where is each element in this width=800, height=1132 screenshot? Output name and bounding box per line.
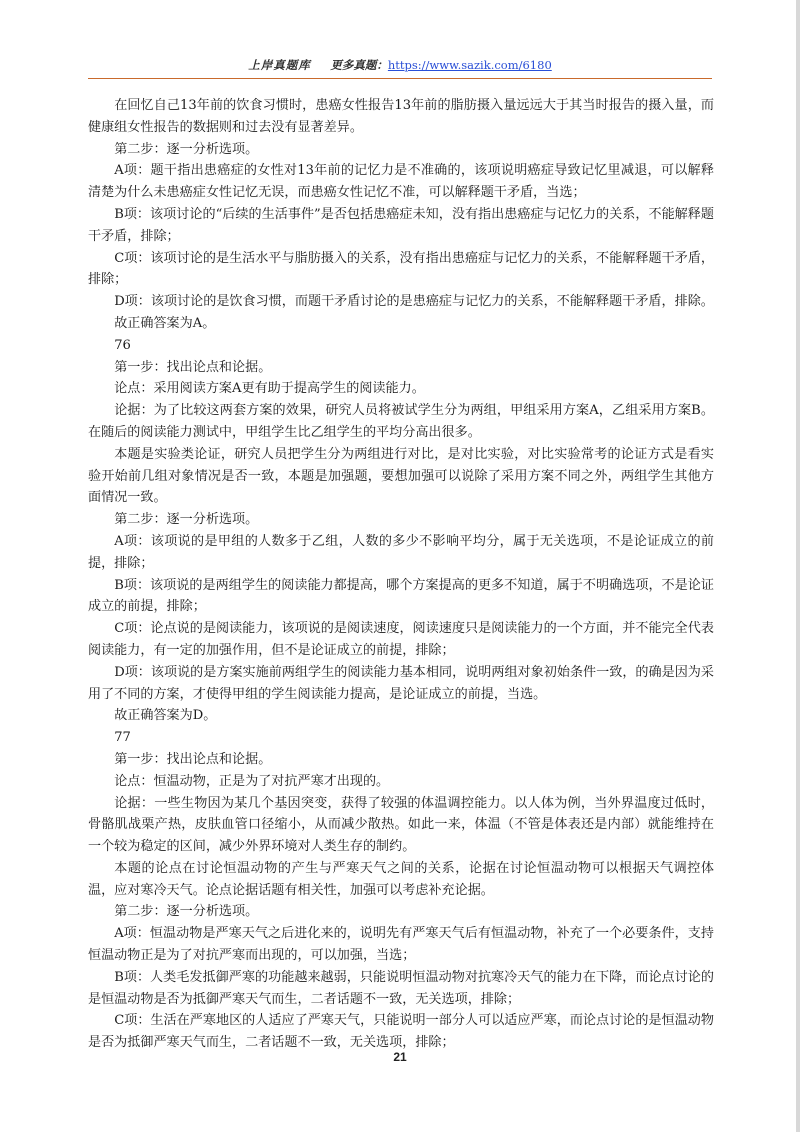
paragraph: C项：生活在严寒地区的人适应了严寒天气，只能说明一部分人可以适应严寒，而论点讨论的是恒温动物是否为抵御严寒天气而生，二者话题不一致，无关选项，排除； xyxy=(88,1013,714,1051)
header-brand: 上岸真题库 xyxy=(248,58,311,72)
paragraph: C项：该项讨论的是生活水平与脂肪摄入的关系，没有指出患癌症与记忆力的关系，不能解释题干矛盾，排除； xyxy=(88,250,714,288)
paragraph: B项：该项讨论的“后续的生活事件”是否包括患癌症未知，没有指出患癌症与记忆力的关系，不能解释题干矛盾，排除； xyxy=(88,206,714,244)
page-header xyxy=(88,54,712,79)
paragraph: 第一步：找出论点和论据。 xyxy=(114,751,272,767)
paragraph: 第二步：逐一分析选项。 xyxy=(114,141,259,157)
paragraph: D项：该项讨论的是饮食习惯，而题干矛盾讨论的是患癌症与记忆力的关系，不能解释题干矛盾，排除。 xyxy=(114,294,714,310)
paragraph: 第一步：找出论点和论据。 xyxy=(114,359,272,375)
page-edge xyxy=(796,0,800,1132)
paragraph: A项：该项说的是甲组的人数多于乙组，人数的多少不影响平均分，属于无关选项，不是论证成立的前提，排除； xyxy=(88,533,714,571)
paragraph: 故正确答案为D。 xyxy=(114,708,217,724)
paragraph: 本题是实验类论证，研究人员把学生分为两组进行对比，是对比实验，对比实验常考的论证方式是看实验开始前几组对象情况是否一致，本题是加强题，要想加强可以说除了采用方案不同之外，两组学生其他方面情况一致。 xyxy=(88,446,714,506)
paragraph: D项：该项说的是方案实施前两组学生的阅读能力基本相同，说明两组对象初始条件一致，的确是因为采用了不同的方案，才使得甲组的学生阅读能力提高，是论证成立的前提，当选。 xyxy=(88,664,714,702)
paragraph: B项：该项说的是两组学生的阅读能力都提高，哪个方案提高的更多不知道，属于不明确选项，不是论证成立的前提，排除； xyxy=(88,577,714,615)
paragraph: 论据：为了比较这两套方案的效果，研究人员将被试学生分为两组，甲组采用方案A，乙组采用方案B。在随后的阅读能力测试中，甲组学生比乙组学生的平均分高出很多。 xyxy=(88,403,714,440)
paragraph: 77 xyxy=(114,730,131,746)
paragraph: A项：恒温动物是严寒天气之后进化来的，说明先有严寒天气后有恒温动物，补充了一个必要条件，支持恒温动物正是为了对抗严寒而出现的，可以加强，当选； xyxy=(88,926,714,964)
paragraph: 论点：采用阅读方案A更有助于提高学生的阅读能力。 xyxy=(114,381,425,397)
paragraph: 在回忆自己13年前的饮食习惯时，患癌女性报告13年前的脂肪摄入量远远大于其当时报告的摄入量，而健康组女性报告的数据则和过去没有显著差异。 xyxy=(88,98,714,135)
page-number: 21 xyxy=(393,1050,407,1064)
paragraph: 第二步：逐一分析选项。 xyxy=(114,904,259,920)
paragraph: 第二步：逐一分析选项。 xyxy=(114,512,259,528)
paragraph: 论点：恒温动物，正是为了对抗严寒才出现的。 xyxy=(114,773,390,789)
header-more-label: 更多真题： xyxy=(330,58,388,72)
paragraph: C项：论点说的是阅读能力，该项说的是阅读速度，阅读速度只是阅读能力的一个方面，并不能完全代表阅读能力，有一定的加强作用，但不是论证成立的前提，排除； xyxy=(88,621,714,658)
header-url-link[interactable]: https://www.sazik.com/6180 xyxy=(387,58,552,72)
paragraph: 故正确答案为A。 xyxy=(114,315,216,331)
paragraph: 论据：一些生物因为某几个基因突变，获得了较强的体温调控能力。以人体为例，当外界温度过低时，骨骼肌战栗产热，皮肤血管口径缩小，从而减少散热。如此一来，体温（不管是体表还是内部）就能维持在一个较为稳定的区间，减少外界环境对人类生存的制约。 xyxy=(88,795,714,855)
paragraph: 76 xyxy=(114,337,131,353)
paragraph: A项：题干指出患癌症的女性对13年前的记忆力是不准确的，该项说明癌症导致记忆里减退，可以解释清楚为什么未患癌症女性记忆无误，而患癌女性记忆不准，可以解释题干矛盾，当选； xyxy=(88,163,714,201)
document-body xyxy=(88,95,714,1054)
paragraph: 本题的论点在讨论恒温动物的产生与严寒天气之间的关系，论据在讨论恒温动物可以根据天气调控体温，应对寒冷天气。论点论据话题有相关性，加强可以考虑补充论据。 xyxy=(88,860,714,898)
paragraph: B项：人类毛发抵御严寒的功能越来越弱，只能说明恒温动物对抗寒冷天气的能力在下降，而论点讨论的是恒温动物是否为抵御严寒天气而生，二者话题不一致，无关选项，排除； xyxy=(88,969,714,1007)
